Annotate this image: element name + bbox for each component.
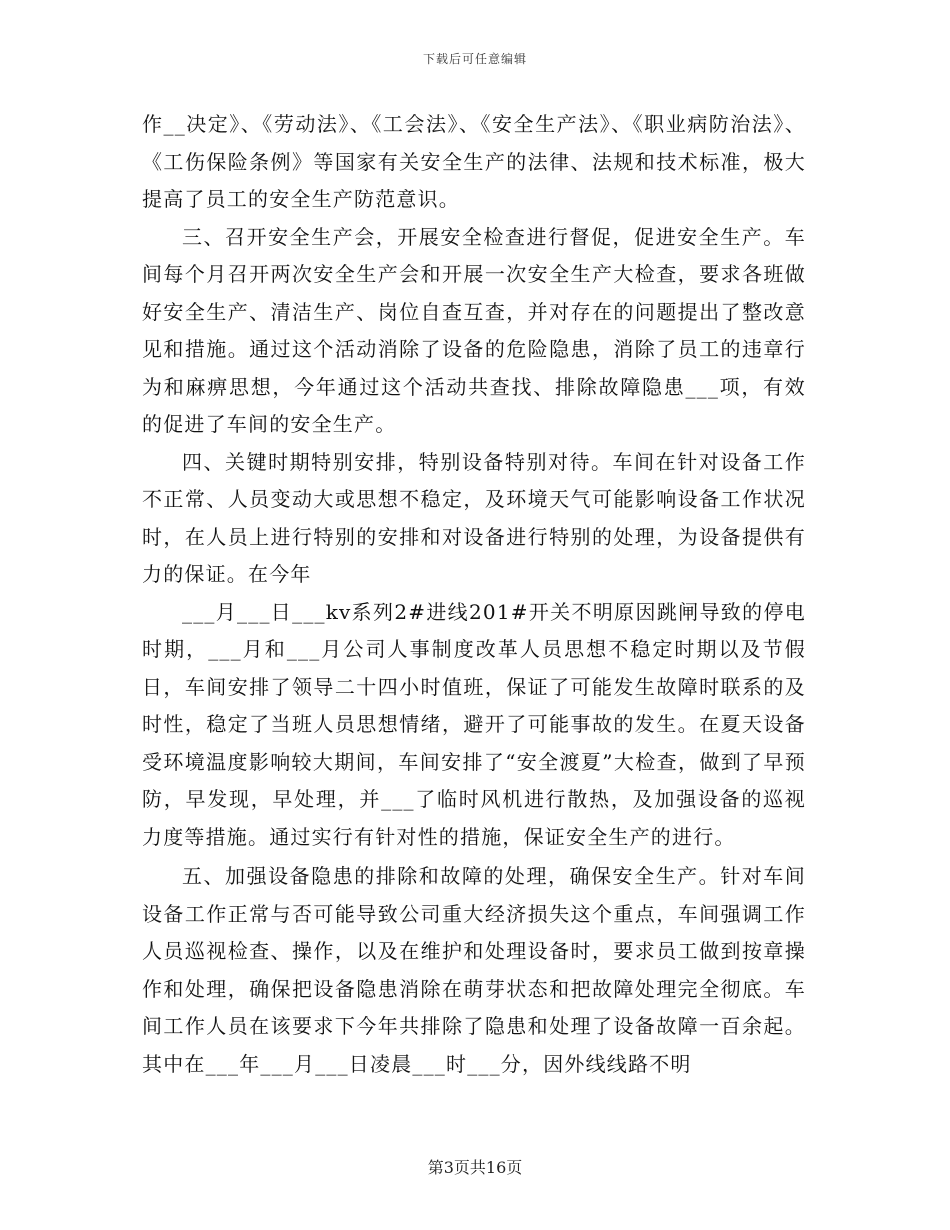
page-header: 下载后可任意编辑 bbox=[422, 52, 527, 66]
paragraph-laws-continued: 作__决定》、《劳动法》、《工会法》、《安全生产法》、《职业病防治法》、《工伤保险条例》等国家有关安全生产的法律、法规和技术标准，极大提高了员工的安全生产防范意识。 bbox=[142, 112, 806, 211]
paragraph-key-periods-details: ___月___日___kv系列2#进线201#开关不明原因跳闸导致的停电时期，___月和___月公司人事制度改革人员思想不稳定时期以及节假日，车间安排了领导二十四小时值班，保证了可能发生故障时联系的及时性，稳定了当班人员思想情绪，避开了可能事故的发生。在夏天设备受环境温度影响较大期间，车间安排了“安全渡夏”大检查，做到了早预防，早发现，早处理，并___了临时风机进行散热，及加强设备的巡视力度等措施。通过实行有针对性的措施，保证安全生产的进行。 bbox=[142, 599, 806, 849]
paragraph-safety-meetings: 三、召开安全生产会，开展安全检查进行督促，促进安全生产。车间每个月召开两次安全生产会和开展一次安全生产大检查，要求各班做好安全生产、清洁生产、岗位自查互查，并对存在的问题提出了整改意见和措施。通过这个活动消除了设备的危险隐患，消除了员工的违章行为和麻痹思想，今年通过这个活动共查找、排除故障隐患___项，有效的促进了车间的安全生产。 bbox=[142, 224, 806, 436]
paragraph-hazard-removal: 五、加强设备隐患的排除和故障的处理，确保安全生产。针对车间设备工作正常与否可能导致公司重大经济损失这个重点，车间强调工作人员巡视检查、操作，以及在维护和处理设备时，要求员工做到按章操作和处理，确保把设备隐患消除在萌芽状态和把故障处理完全彻底。车间工作人员在该要求下今年共排除了隐患和处理了设备故障一百余起。其中在___年___月___日凌晨___时___分，因外线线路不明 bbox=[142, 864, 806, 1076]
page-number: 第3页共16页 bbox=[427, 1158, 523, 1177]
paragraph-key-periods: 四、关键时期特别安排，特别设备特别对待。车间在针对设备工作不正常、人员变动大或思想不稳定，及环境天气可能影响设备工作状况时，在人员上进行特别的安排和对设备进行特别的处理，为设备提供有力的保证。在今年 bbox=[142, 449, 806, 586]
document-body bbox=[142, 106, 806, 1083]
